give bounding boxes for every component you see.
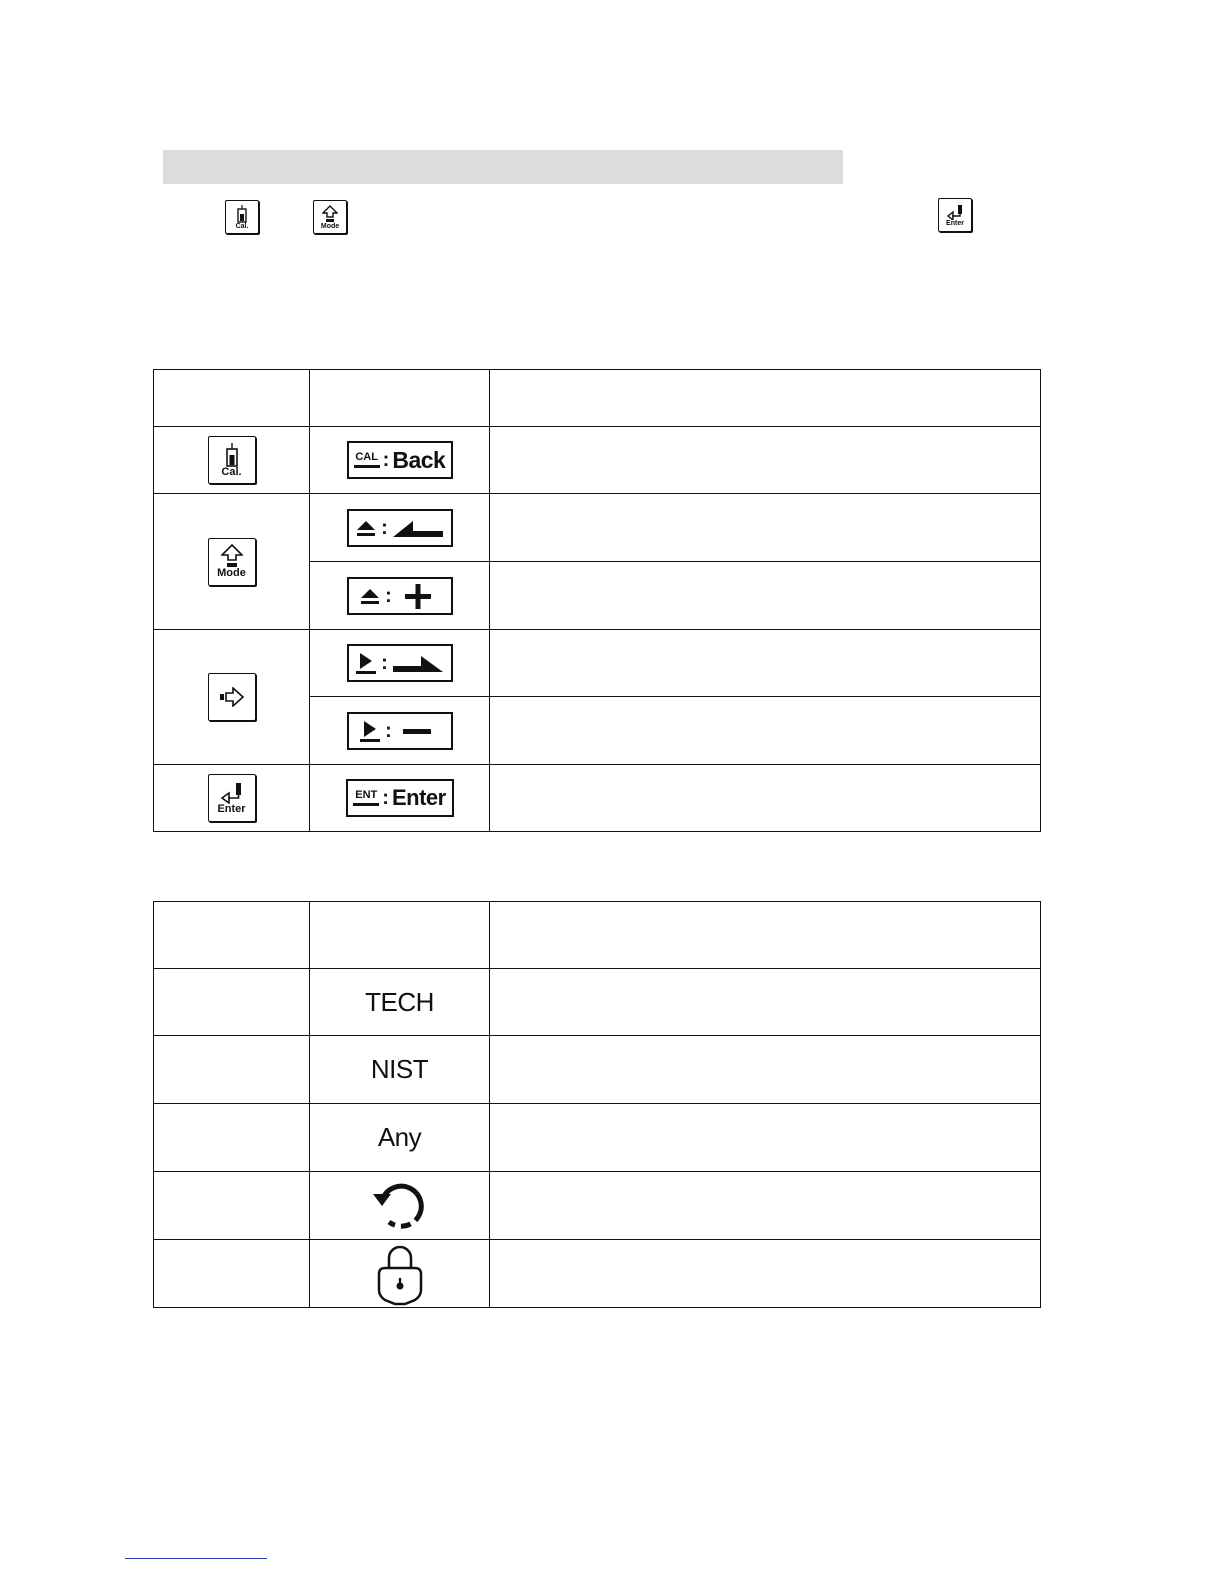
enter-key-label: Enter (946, 219, 964, 227)
electrode-icon (235, 205, 249, 223)
cal-tag: CAL (354, 452, 380, 468)
plus-indicator (347, 577, 453, 615)
play-icon (358, 719, 382, 743)
table-row (154, 630, 1041, 697)
cal-key-label: Cal. (221, 465, 242, 478)
table-row (154, 427, 1041, 494)
up-arrow-icon (221, 544, 243, 568)
enter-key-inline (938, 198, 972, 232)
mode-key-label: Mode (217, 567, 246, 579)
rotate-icon (369, 1180, 431, 1232)
key-cell (154, 630, 310, 765)
label-cell (154, 1104, 310, 1172)
cal-key-label: Cal. (235, 222, 249, 230)
colon: : (385, 584, 392, 607)
description-cell (490, 765, 1041, 832)
description-cell (490, 1104, 1041, 1172)
up-arrow-icon (354, 518, 378, 538)
colon: : (382, 449, 390, 471)
table-header-row (154, 902, 1041, 969)
key-cell (154, 427, 310, 494)
indicator-cell (310, 494, 490, 562)
header-cell (310, 902, 490, 969)
description-cell (490, 427, 1041, 494)
table-row (154, 969, 1041, 1036)
indicator-cell (310, 562, 490, 630)
description-cell (490, 1172, 1041, 1240)
table-row (154, 765, 1041, 832)
description-cell (490, 494, 1041, 562)
mode-key-inline (313, 200, 347, 234)
plus-icon (395, 583, 441, 609)
footnote-rule (125, 1558, 267, 1559)
table-header-row (154, 370, 1041, 427)
enter-key-label: Enter (217, 802, 246, 815)
table-row (154, 1036, 1041, 1104)
up-arrow-icon (322, 205, 338, 223)
colon: : (381, 652, 388, 674)
header-cell (154, 370, 310, 427)
symbol-cell (310, 1036, 490, 1104)
any-symbol: Any (377, 1122, 422, 1152)
symbol-cell (310, 1240, 490, 1308)
header-cell (154, 902, 310, 969)
minus-indicator (347, 712, 453, 750)
colon: : (381, 516, 388, 539)
indicator-cell (310, 427, 490, 494)
up-arrow-icon (358, 586, 382, 606)
back-word: Back (392, 446, 446, 473)
indicator-cell (310, 697, 490, 765)
table-row (154, 494, 1041, 562)
play-icon (354, 651, 378, 675)
indicator-cell (310, 765, 490, 832)
colon: : (385, 719, 392, 742)
increase-indicator (347, 509, 453, 547)
ramp-down-icon (391, 652, 445, 674)
header-cell (310, 370, 490, 427)
enter-indicator (346, 779, 454, 817)
section-heading-bar (163, 150, 843, 184)
colon: : (382, 787, 389, 809)
right-arrow-icon (219, 687, 245, 707)
key-function-table (153, 369, 1041, 832)
back-indicator (347, 441, 453, 479)
electrode-icon (223, 443, 241, 467)
label-cell (154, 1036, 310, 1104)
enter-key (208, 774, 256, 822)
key-cell (154, 765, 310, 832)
symbol-cell (310, 1104, 490, 1172)
enter-arrow-icon (219, 782, 245, 804)
description-cell (490, 630, 1041, 697)
shift-indicator (347, 644, 453, 682)
symbol-cell (310, 969, 490, 1036)
table-row (154, 1172, 1041, 1240)
cal-key (208, 436, 256, 484)
description-cell (490, 562, 1041, 630)
table-row (154, 1104, 1041, 1172)
ramp-up-icon (391, 517, 445, 539)
indicator-cell (310, 630, 490, 697)
key-cell (154, 494, 310, 630)
enter-word: Enter (391, 785, 446, 810)
right-arrow-key (208, 673, 256, 721)
display-symbol-table (153, 901, 1041, 1308)
header-cell (490, 370, 1041, 427)
description-cell (490, 969, 1041, 1036)
mode-key-label: Mode (320, 222, 340, 230)
label-cell (154, 969, 310, 1036)
cal-key-inline (225, 200, 259, 234)
nist-symbol: NIST (370, 1054, 429, 1084)
ent-tag: ENT (353, 790, 379, 806)
minus-icon (395, 718, 441, 744)
description-cell (490, 1240, 1041, 1308)
tech-symbol: TECH (365, 986, 434, 1017)
description-cell (490, 697, 1041, 765)
label-cell (154, 1240, 310, 1308)
symbol-cell (310, 1172, 490, 1240)
label-cell (154, 1172, 310, 1240)
mode-key (208, 538, 256, 586)
lock-icon (375, 1242, 425, 1306)
header-cell (490, 902, 1041, 969)
description-cell (490, 1036, 1041, 1104)
table-row (154, 1240, 1041, 1308)
enter-arrow-icon (946, 204, 964, 220)
